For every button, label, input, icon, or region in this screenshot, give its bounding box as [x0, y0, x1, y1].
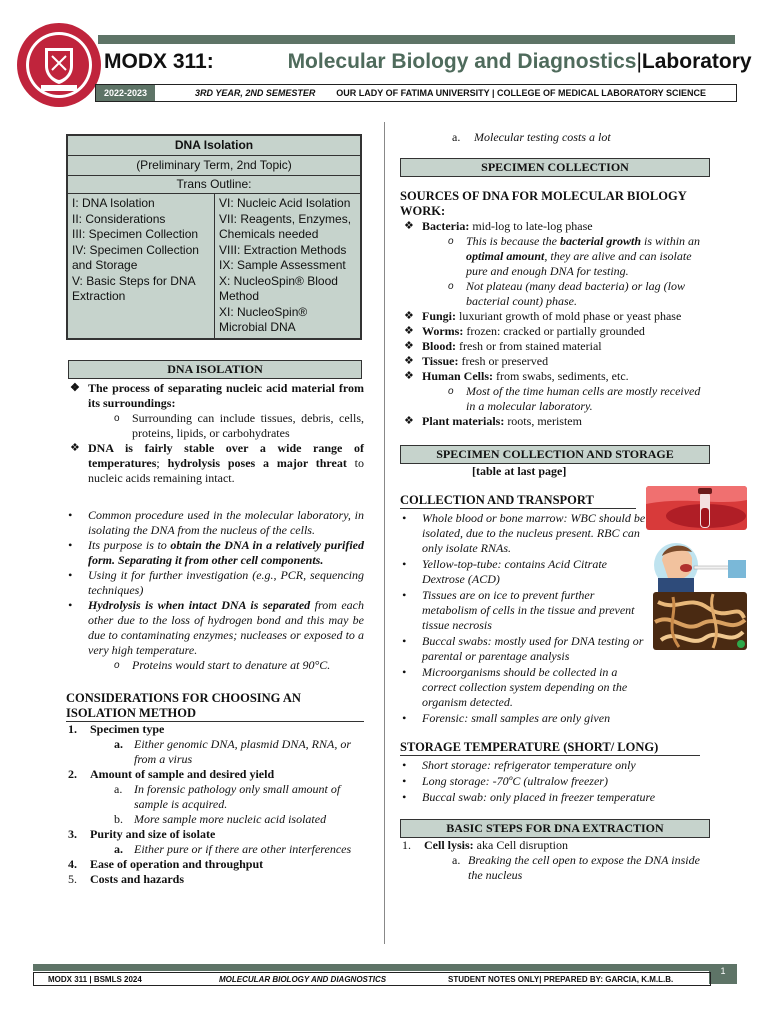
outline-label: Trans Outline:: [68, 176, 360, 194]
list-item: 3. Purity and size of isolate: [68, 826, 216, 841]
title-separator: |: [636, 50, 642, 73]
list-item: a. Breaking the cell open to expose the DNA inside the nucleus: [452, 853, 700, 882]
outline-item: VIII: Extraction Methods: [219, 242, 347, 257]
school-year: 2022-2023: [96, 85, 155, 101]
considerations-heading: CONSIDERATIONS FOR CHOOSING AN ISOLATION METHOD: [66, 691, 364, 722]
list-item: ❖ Tissue: fresh or preserved: [400, 354, 712, 369]
column-divider: [384, 122, 385, 944]
outline-item: X: NucleoSpin® Blood Method: [219, 273, 338, 303]
outline-col-1: [68, 194, 215, 338]
list-item: ❖ Human Cells: from swabs, sediments, etc.: [400, 369, 712, 384]
footer-bar: [33, 964, 709, 971]
buccal-swab-image: [648, 538, 748, 592]
list-item: • Buccal swab: only placed in freezer temperature: [400, 790, 712, 805]
storage-temperature-heading: STORAGE TEMPERATURE (SHORT/ LONG): [400, 740, 700, 756]
list-item: ❖ Plant materials: roots, meristem: [400, 414, 712, 429]
collection-storage-heading: SPECIMEN COLLECTION AND STORAGE: [400, 445, 710, 464]
list-item: • Hydrolysis is when intact DNA is separated from each other due to the loss of hydrogen bond and this may be due to contaminating enzymes; nucleases or exposed to a very high temperature.: [66, 598, 364, 658]
list-item: 5. Costs and hazards: [68, 871, 185, 886]
left-column: [66, 134, 364, 887]
list-item: 1. Cell lysis: aka Cell disruption: [402, 838, 568, 852]
header-top-bar: [98, 35, 735, 44]
outline-item: IX: Sample Assessment: [219, 258, 346, 272]
outline-item: II: Considerations: [72, 211, 166, 226]
footer-right: STUDENT NOTES ONLY| PREPARED BY: GARCIA, K.M.L.B.: [448, 974, 674, 984]
list-item: • Buccal swabs: mostly used for DNA testing or parental or parentage analysis: [400, 634, 652, 664]
outline-item: I: DNA Isolation: [72, 196, 155, 210]
list-item: • Long storage: -70ºC (ultralow freezer): [400, 774, 712, 789]
list-item: o Surrounding can include tissues, debris, cells, proteins, lipids, or carbohydrates: [66, 411, 364, 441]
course-code: MODX 311:: [104, 50, 214, 73]
list-item: o This is because the bacterial growth is within an optimal amount, they are alive and can isolate pure and enough DNA for testing.: [400, 234, 712, 279]
tissue-sample-image: [653, 592, 747, 650]
specimen-collection-heading: SPECIMEN COLLECTION: [400, 158, 710, 177]
list-item: o Most of the time human cells are mostly received in a molecular laboratory.: [400, 384, 712, 414]
semester: 3RD YEAR, 2ND SEMESTER: [195, 88, 316, 98]
basic-steps-heading: BASIC STEPS FOR DNA EXTRACTION: [400, 819, 710, 838]
outline-item: III: Specimen Collection: [72, 227, 199, 241]
dna-isolation-heading: DNA ISOLATION: [68, 360, 362, 379]
list-item: o Not plateau (many dead bacteria) or lag (low bacterial count) phase.: [400, 279, 712, 309]
university-seal-icon: [16, 22, 102, 108]
outline-item: VII: Reagents, Enzymes, Chemicals needed: [219, 211, 352, 241]
list-item: ❖ Worms: frozen: cracked or partially grounded: [400, 324, 712, 339]
list-item: • Common procedure used in the molecular laboratory, in isolating the DNA from the nucleus of the cells.: [66, 508, 364, 538]
outline-item: IV: Specimen Collection and Storage: [72, 242, 199, 272]
outline-title: DNA Isolation: [68, 136, 360, 156]
course-title: [104, 50, 752, 74]
list-item: a. In forensic pathology only small amount of sample is acquired.: [114, 781, 341, 811]
list-item: a. Either pure or if there are other interferences: [114, 841, 352, 856]
list-item: ❖ Blood: fresh or from stained material: [400, 339, 712, 354]
page-footer: [33, 964, 735, 984]
list-item: ❖ Fungi: luxuriant growth of mold phase or yeast phase: [400, 309, 712, 324]
list-item: b. More sample more nucleic acid isolated: [114, 811, 327, 826]
list-item: • Tissues are on ice to prevent further metabolism of cells in the tissue and prevent tissue necrosis: [400, 588, 652, 633]
list-item: • Forensic: small samples are only given: [400, 711, 652, 726]
trans-outline-table: [66, 134, 362, 340]
list-item: ❖ DNA is fairly stable over a wide range of temperatures; hydrolysis poses a major threat to nucleic acids remaining intact.: [66, 441, 364, 486]
footer-left: MODX 311 | BSMLS 2024: [48, 974, 142, 984]
list-item: 2. Amount of sample and desired yield: [68, 766, 275, 781]
list-item: 4. Ease of operation and throughput: [68, 856, 264, 871]
outline-item: XI: NucleoSpin® Microbial DNA: [219, 304, 308, 334]
outline-subtitle: (Preliminary Term, 2nd Topic): [68, 156, 360, 176]
course-type: Laboratory: [641, 50, 752, 73]
list-item: ❖ Bacteria: mid-log to late-log phase: [400, 219, 712, 234]
list-item: a. Either genomic DNA, plasmid DNA, RNA, or from a virus: [114, 736, 351, 766]
outline-col-2: [215, 194, 360, 338]
outline-item: V: Basic Steps for DNA Extraction: [72, 273, 195, 303]
university-name: OUR LADY OF FATIMA UNIVERSITY | COLLEGE OF MEDICAL LABORATORY SCIENCE: [336, 88, 706, 98]
list-item: • Using it for further investigation (e.g., PCR, sequencing techniques): [66, 568, 364, 598]
blood-tube-image: [646, 486, 747, 530]
list-item: • Whole blood or bone marrow: WBC should be isolated, due to the nucleus present. RBC can only isolate RNAs.: [400, 511, 652, 556]
table-note: [table at last page]: [472, 464, 567, 478]
list-item: a. Molecular testing costs a lot: [452, 130, 611, 144]
info-bar: [95, 84, 737, 102]
list-item: ❖ The process of separating nucleic acid material from its surroundings:: [66, 381, 364, 411]
list-item: o Proteins would start to denature at 90°C.: [66, 658, 364, 673]
page-number: 1: [709, 964, 737, 984]
footer-middle: MOLECULAR BIOLOGY AND DIAGNOSTICS: [219, 974, 387, 984]
list-item: 1. Specimen type: [68, 721, 165, 736]
course-name: Molecular Biology and Diagnostics: [287, 50, 637, 73]
list-item: • Short storage: refrigerator temperature only: [400, 758, 712, 773]
list-item: • Its purpose is to obtain the DNA in a relatively purified form. Separating it from other cell components.: [66, 538, 364, 568]
outline-item: VI: Nucleic Acid Isolation: [219, 196, 351, 210]
sources-heading: SOURCES OF DNA FOR MOLECULAR BIOLOGY WORK:: [400, 189, 687, 218]
list-item: • Microorganisms should be collected in a correct collection system depending on the organism detected.: [400, 665, 652, 710]
collection-transport-heading: COLLECTION AND TRANSPORT: [400, 493, 636, 509]
list-item: • Yellow-top-tube: contains Acid Citrate Dextrose (ACD): [400, 557, 652, 587]
